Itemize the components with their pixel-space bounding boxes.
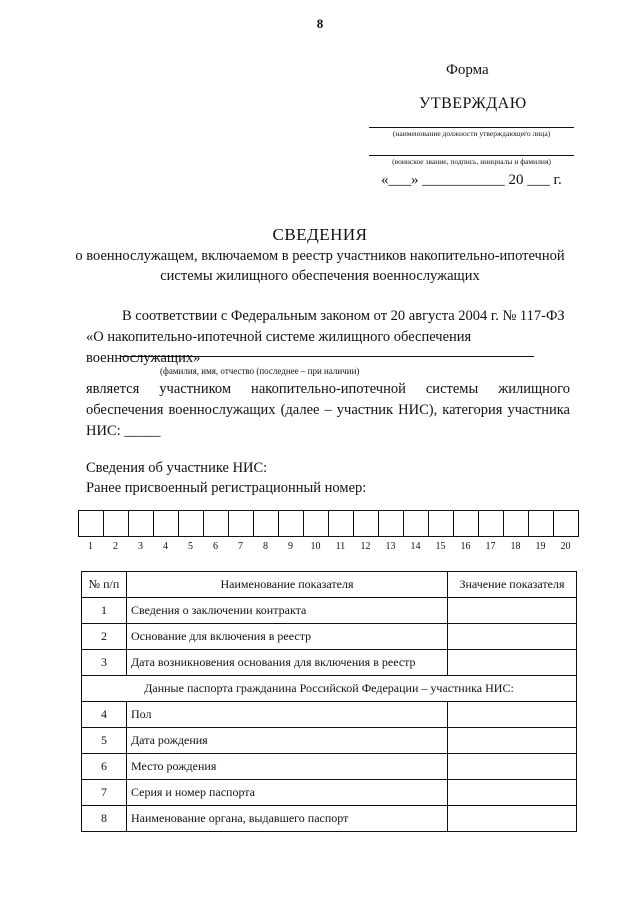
row-name: Место рождения: [127, 754, 448, 780]
row-num: 8: [82, 806, 127, 832]
registration-digit-number: 16: [460, 541, 471, 552]
registration-digit-cell[interactable]: [329, 510, 354, 537]
document-subtitle: о военнослужащем, включаемом в реестр участников накопительно-ипотечной системы жилищного обеспечения военнослужащих: [75, 248, 565, 284]
row-name: Сведения о заключении контракта: [127, 598, 448, 624]
registration-digit-number: 13: [385, 541, 396, 552]
position-line: [369, 127, 574, 128]
row-name: Пол: [127, 702, 448, 728]
registration-digit-number: 17: [485, 541, 496, 552]
table-row: [82, 780, 577, 806]
header-indicator: Наименование показателя: [127, 572, 448, 598]
registration-digit-cell[interactable]: [204, 510, 229, 537]
approval-date-line: «___» ___________ 20 ___ г.: [381, 172, 562, 188]
nis-heading: Сведения об участнике НИС:: [86, 460, 268, 476]
row-num: 4: [82, 702, 127, 728]
row-value[interactable]: [448, 624, 577, 650]
full-name-line: [120, 356, 534, 357]
table-row: [82, 754, 577, 780]
row-num: 5: [82, 728, 127, 754]
row-name: Дата возникновения основания для включения в реестр: [127, 650, 448, 676]
header-num: № п/п: [82, 572, 127, 598]
table-row: [82, 650, 577, 676]
row-num: 6: [82, 754, 127, 780]
registration-digit-cell[interactable]: [79, 510, 104, 537]
registration-numbers: [78, 541, 578, 552]
table-section-row: [82, 676, 577, 702]
row-value[interactable]: [448, 650, 577, 676]
full-name-caption: (фамилия, имя, отчество (последнее – при наличии): [160, 366, 360, 376]
registration-digit-number: 2: [113, 541, 118, 552]
row-value[interactable]: [448, 806, 577, 832]
registration-digit-number: 20: [560, 541, 571, 552]
table-row: [82, 728, 577, 754]
registration-digit-cell[interactable]: [229, 510, 254, 537]
row-value[interactable]: [448, 754, 577, 780]
row-value[interactable]: [448, 702, 577, 728]
registration-digit-cell[interactable]: [454, 510, 479, 537]
registration-digit-number: 10: [310, 541, 321, 552]
registration-digit-cell[interactable]: [429, 510, 454, 537]
registration-digit-cell[interactable]: [354, 510, 379, 537]
table-header-row: [82, 572, 577, 598]
registration-digit-number: 11: [335, 541, 346, 552]
passport-section-heading: Данные паспорта гражданина Российской Федерации – участника НИС:: [82, 676, 577, 702]
row-value[interactable]: [448, 598, 577, 624]
registration-digit-number: 4: [163, 541, 168, 552]
document-title: СВЕДЕНИЯ: [272, 225, 368, 244]
row-name: Основание для включения в реестр: [127, 624, 448, 650]
registration-digit-number: 15: [435, 541, 446, 552]
registration-grid: [78, 510, 579, 537]
participant-paragraph: является участником накопительно-ипотечной системы жилищного обеспечения военнослужащих (далее – участник НИС), категория участника НИС: _____: [86, 381, 570, 439]
row-name: Дата рождения: [127, 728, 448, 754]
table-row: [82, 806, 577, 832]
signature-caption: (воинское звание, подпись, инициалы и фамилия): [392, 157, 551, 166]
registration-digit-cell[interactable]: [129, 510, 154, 537]
registration-digit-cell[interactable]: [529, 510, 554, 537]
registration-digit-cell[interactable]: [254, 510, 279, 537]
table-row: [82, 624, 577, 650]
registration-digit-cell[interactable]: [504, 510, 529, 537]
registration-digit-cell[interactable]: [154, 510, 179, 537]
table-row: [82, 598, 577, 624]
approve-label: УТВЕРЖДАЮ: [419, 95, 527, 112]
registration-digit-cell[interactable]: [304, 510, 329, 537]
registration-digit-number: 18: [510, 541, 521, 552]
registration-digit-number: 9: [288, 541, 293, 552]
registration-digit-number: 6: [213, 541, 218, 552]
row-num: 2: [82, 624, 127, 650]
table-row: [82, 702, 577, 728]
header-value: Значение показателя: [448, 572, 577, 598]
registration-digit-cell[interactable]: [104, 510, 129, 537]
registration-digit-number: 7: [238, 541, 243, 552]
registration-digit-number: 12: [360, 541, 371, 552]
signature-line: [369, 155, 574, 156]
registration-digit-cell[interactable]: [379, 510, 404, 537]
page-number: 8: [316, 16, 324, 31]
registration-digit-cell[interactable]: [479, 510, 504, 537]
registration-digit-cell[interactable]: [279, 510, 304, 537]
registration-label: Ранее присвоенный регистрационный номер:: [86, 480, 367, 496]
registration-digit-number: 14: [410, 541, 421, 552]
row-name: Серия и номер паспорта: [127, 780, 448, 806]
info-table: [81, 571, 577, 832]
form-label: Форма: [446, 62, 489, 78]
registration-digit-cell[interactable]: [554, 510, 579, 537]
registration-digit-number: 8: [263, 541, 268, 552]
registration-digit-cell[interactable]: [404, 510, 429, 537]
registration-digit-number: 19: [535, 541, 546, 552]
position-caption: (наименование должности утверждающего лица): [392, 129, 551, 138]
row-num: 1: [82, 598, 127, 624]
intro-paragraph: В соответствии с Федеральным законом от 20 августа 2004 г. № 117-ФЗ «О накопительно-ипотечной системе жилищного обеспечения военнослужащих»: [86, 308, 565, 366]
registration-digit-number: 1: [88, 541, 93, 552]
row-num: 7: [82, 780, 127, 806]
row-num: 3: [82, 650, 127, 676]
row-value[interactable]: [448, 728, 577, 754]
row-name: Наименование органа, выдавшего паспорт: [127, 806, 448, 832]
registration-digit-number: 3: [138, 541, 143, 552]
registration-digit-cell[interactable]: [179, 510, 204, 537]
row-value[interactable]: [448, 780, 577, 806]
registration-digit-number: 5: [188, 541, 193, 552]
